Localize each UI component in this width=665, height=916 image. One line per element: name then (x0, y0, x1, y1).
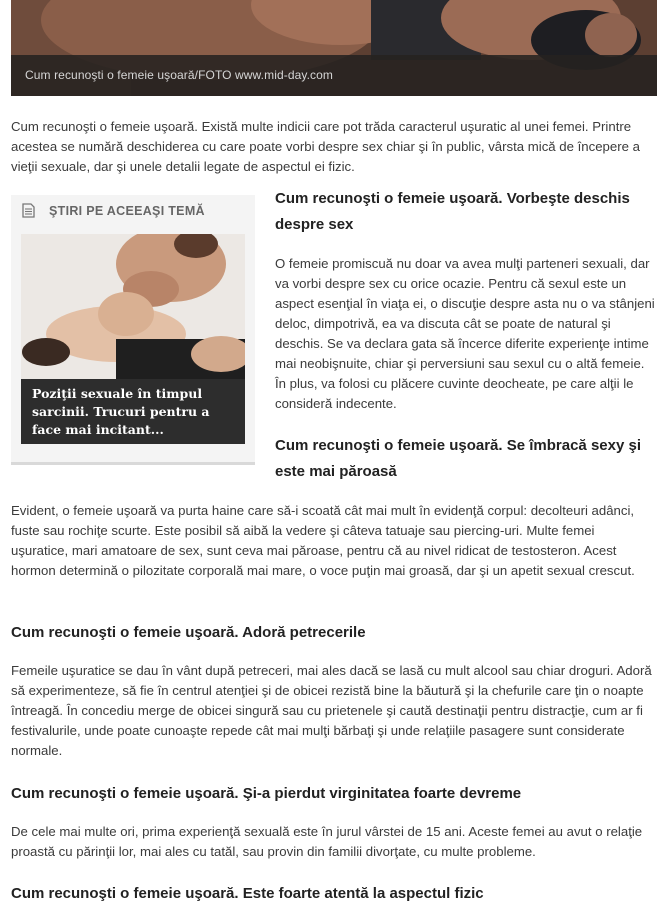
document-icon (22, 203, 35, 218)
section-heading-4: Cum recunoşti o femeie uşoară. Şi-a pierdut virginitatea foarte devreme (11, 785, 522, 802)
section-paragraph-2: Evident, o femeie uşoară va purta haine care să-i scoată cât mai mult în evidenţă corpul: decolteuri adânci, fuste sau rochiţe scurte. Este posibil să aibă la vedere şi câteva tatuaje sau piercing-uri. Multe femei uşuratice, mari amatoare de sex, sunt ceva mai păroase, pentru că au nivel ridicat de testosteron. Acest hormon determină o pilozitate corporală mai mare, o voce puţin mai groasă, dar şi un apetit sexual crescut. (11, 503, 635, 578)
section-heading-1: Cum recunoşti o femeie uşoară. Vorbeşte deschis despre sex (275, 190, 630, 233)
related-article-card[interactable] (21, 234, 245, 444)
hero-caption-bar (11, 55, 657, 96)
related-article-title[interactable]: Poziţii sexuale în timpul sarcinii. Trucuri pentru a face mai incitant... (32, 386, 210, 437)
intro-paragraph: Cum recunoşti o femeie uşoară. Există multe indicii care pot trăda caracterul uşuratic al unei femei. Printre acestea se numără deschiderea cu care poate vorbi despre sex chiar şi în public, vârsta mică de începere a vieţii sexuale, dar şi unele detalii legate de aspectul ei fizic. (11, 119, 640, 174)
related-news-box (11, 195, 255, 465)
section-paragraph-1: O femeie promiscuă nu doar va avea mulţi parteneri sexuali, dar va vorbi despre sex cu orice ocazie. Pentru că sexul este un aspect esenţial în viaţa ei, o discuţie despre asta nu o va stânjeni deloc, dimpotrivă, ea va discuta cât se poate de natural şi deschis. Se va declara gata să încerce diferite experienţe intime mai neobişnuite, chiar şi perversiuni sau sexul cu o altă femeie. În plus, va folosi cu plăcere cuvinte deocheate, pe care alţii le consideră indecente. (275, 256, 655, 411)
hero-image (11, 0, 657, 96)
related-news-header (11, 195, 255, 227)
related-article-caption[interactable] (21, 379, 245, 444)
section-paragraph-3: Femeile uşuratice se dau în vânt după petreceri, mai ales dacă se lasă cu mult alcool sau chiar droguri. Adoră să experimenteze, să fie în centrul atenţiei şi de obicei rezistă bine la băutură şi la chefurile care ţin o noapte întreagă. În concediu merge de obicei singură sau cu prietenele şi caută destinaţii pentru distracţie, cum ar fi festivalurile, unde poate cunoaşte repede cât mai mulţi bărbaţi şi unde relaţiile pasagere sunt considerate normale. (11, 663, 652, 758)
section-heading-3: Cum recunoşti o femeie uşoară. Adoră petrecerile (11, 624, 366, 641)
hero-caption: Cum recunoşti o femeie uşoară/FOTO www.mid-day.com (25, 68, 333, 82)
related-news-title: ŞTIRI PE ACEEAŞI TEMĂ (49, 204, 205, 218)
related-article-photo[interactable] (21, 234, 245, 379)
section-paragraph-4: De cele mai multe ori, prima experienţă sexuală este în jurul vârstei de 15 ani. Aceste femei au avut o relaţie proastă cu părinţii lor, mai ales cu tatăl, sau provin din familii divorţate, cu multe probleme. (11, 824, 643, 859)
section-heading-2: Cum recunoşti o femeie uşoară. Se îmbracă sexy şi este mai păroasă (275, 437, 641, 480)
section-heading-5: Cum recunoşti o femeie uşoară. Este foarte atentă la aspectul fizic (11, 885, 484, 902)
